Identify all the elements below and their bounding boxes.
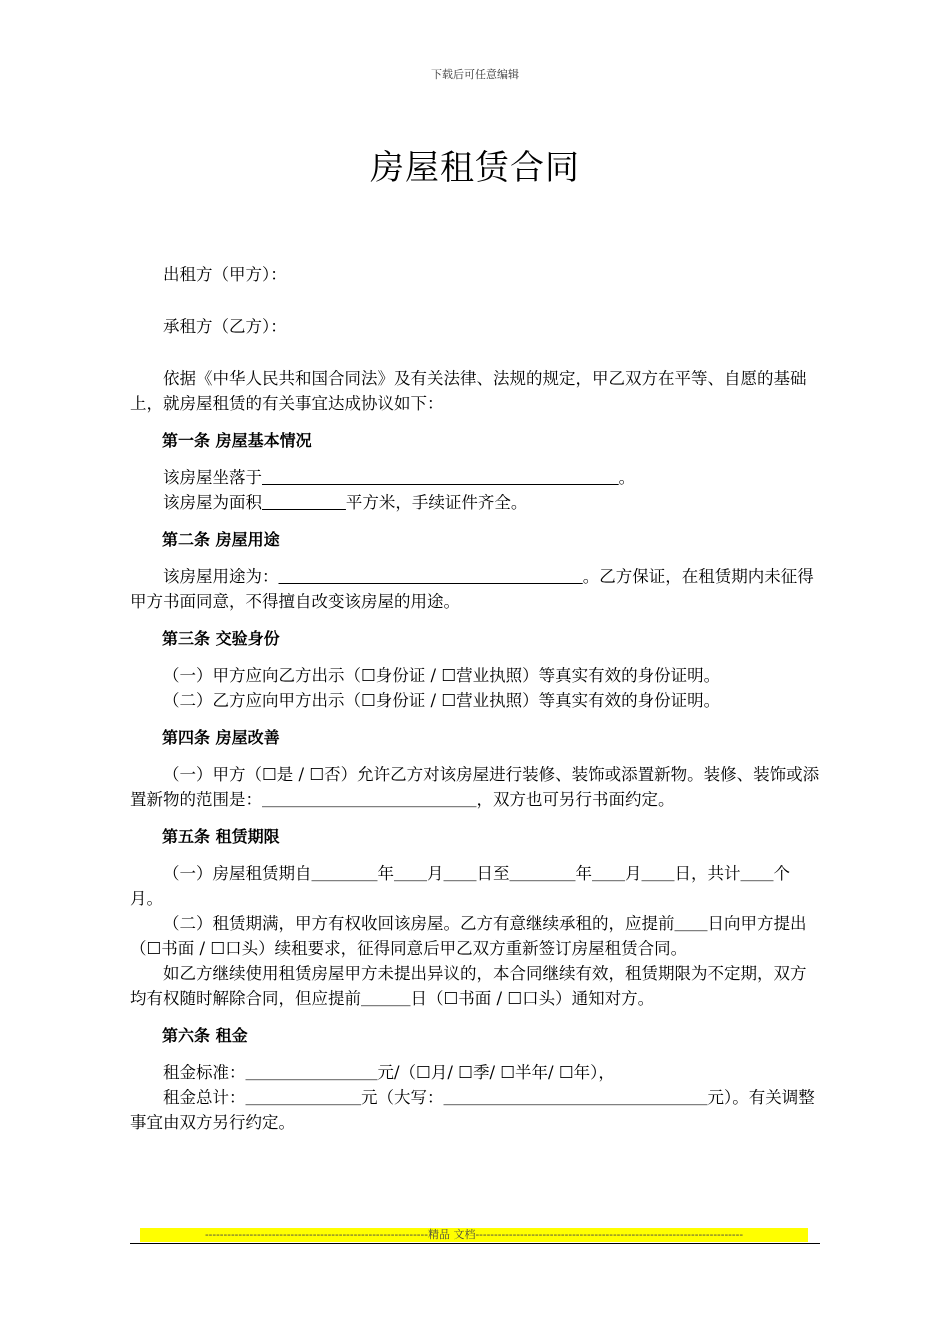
footer-divider — [130, 1243, 820, 1244]
header-note: 下载后可任意编辑 — [431, 68, 519, 81]
article-3-item-2: （二）乙方应向甲方出示（☐身份证 / ☐营业执照）等真实有效的身份证明。 — [163, 691, 721, 710]
article-4-text: （一）甲方（☐是 / ☐否）允许乙方对该房屋进行装修、装饰或添置新物。装修、装饰或添置新物的范围是：＿＿＿＿＿＿＿＿＿＿＿＿＿，双方也可另行书面约定。 — [130, 765, 820, 809]
article-5-heading: 第五条 租赁期限 — [162, 827, 280, 846]
purpose-blank[interactable] — [279, 567, 583, 586]
area-blank[interactable] — [262, 493, 346, 512]
article-1-heading: 第一条 房屋基本情况 — [162, 431, 312, 450]
article-4-heading: 第四条 房屋改善 — [162, 728, 280, 747]
footer-banner: ------------------------------------------------------------精品 文档------------------------------------------------------------------------ — [140, 1228, 808, 1242]
article-1-area: 该房屋为面积 平方米，手续证件齐全。 — [163, 493, 528, 512]
document-title: 房屋租赁合同 — [370, 148, 580, 188]
article-6-heading: 第六条 租金 — [162, 1026, 248, 1045]
party-a-line: 出租方（甲方）： — [163, 265, 287, 284]
article-2-text: 该房屋用途为： 。乙方保证，在租赁期内未征得甲方书面同意，不得擅自改变该房屋的用途。 — [130, 567, 814, 611]
location-blank[interactable] — [262, 468, 619, 487]
article-1-location: 该房屋坐落于 。 — [163, 468, 636, 487]
article-3-heading: 第三条 交验身份 — [162, 629, 280, 648]
article-2-heading: 第二条 房屋用途 — [162, 530, 280, 549]
article-6-line-2: 租金总计：＿＿＿＿＿＿＿元（大写：＿＿＿＿＿＿＿＿＿＿＿＿＿＿＿＿元）。有关调整事宜由双方另行约定。 — [130, 1088, 815, 1132]
article-5-item-3: 如乙方继续使用租赁房屋甲方未提出异议的，本合同继续有效，租赁期限为不定期，双方均有权随时解除合同，但应提前＿＿＿日（☐书面 / ☐口头）通知对方。 — [130, 964, 807, 1008]
article-3-item-1: （一）甲方应向乙方出示（☐身份证 / ☐营业执照）等真实有效的身份证明。 — [163, 666, 721, 685]
article-5-item-2: （二）租赁期满，甲方有权收回该房屋。乙方有意继续承租的，应提前＿＿日向甲方提出（☐书面 / ☐口头）续租要求，征得同意后甲乙双方重新签订房屋租赁合同。 — [130, 914, 807, 958]
party-b-line: 承租方（乙方）： — [163, 317, 287, 336]
contract-body — [130, 262, 820, 1135]
article-5-item-1: （一）房屋租赁期自＿＿＿＿年＿＿月＿＿日至＿＿＿＿年＿＿月＿＿日，共计＿＿个月。 — [130, 864, 790, 908]
preamble: 依据《中华人民共和国合同法》及有关法律、法规的规定，甲乙双方在平等、自愿的基础上，就房屋租赁的有关事宜达成协议如下： — [130, 369, 807, 413]
article-6-line-1: 租金标准：＿＿＿＿＿＿＿＿元/（☐月/ ☐季/ ☐半年/ ☐年）， — [163, 1063, 615, 1082]
